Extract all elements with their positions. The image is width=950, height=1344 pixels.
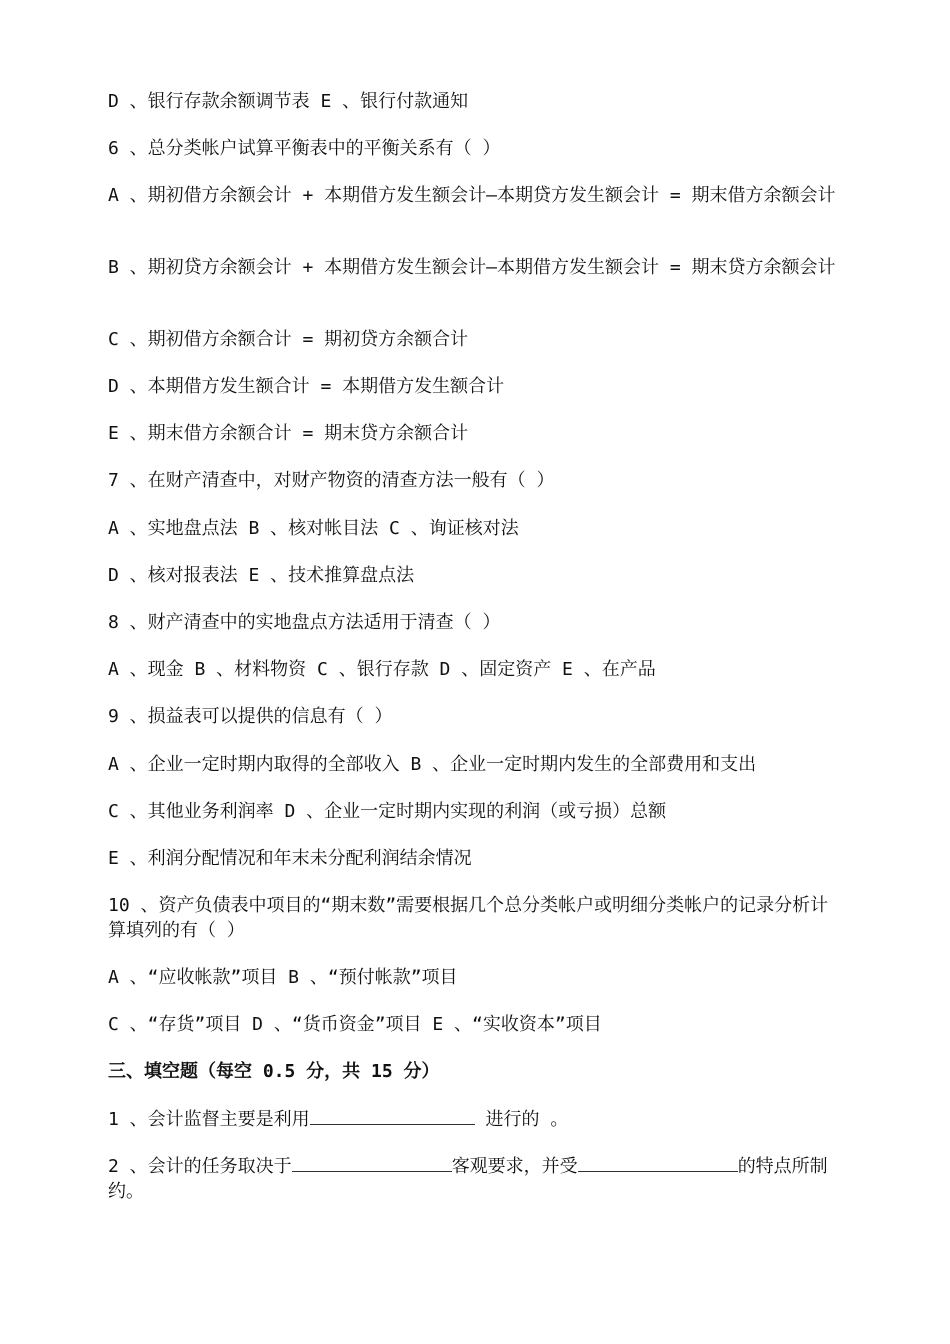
option-line: A 、“应收帐款”项目 B 、“预付帐款”项目 xyxy=(108,967,458,988)
option-line: E 、利润分配情况和年末未分配利润结余情况 xyxy=(108,848,472,869)
fill-text: 2 、会计的任务取决于 xyxy=(108,1156,292,1177)
option-line: C 、期初借方余额合计 = 期初贷方余额合计 xyxy=(108,329,469,350)
fill-text: 1 、会计监督主要是利用 xyxy=(108,1109,310,1130)
fill-text: 进行的 。 xyxy=(474,1109,569,1130)
option-line: D 、核对报表法 E 、技术推算盘点法 xyxy=(108,565,415,586)
option-line: A 、实地盘点法 B 、核对帐目法 C 、询证核对法 xyxy=(108,518,519,539)
option-line: C 、“存货”项目 D 、“货币资金”项目 E 、“实收资本”项目 xyxy=(108,1014,602,1035)
answer-blank[interactable] xyxy=(310,1108,475,1125)
fill-question-2 xyxy=(108,1154,843,1204)
option-line: A 、期初借方余额会计 + 本期借方发生额会计—本期贷方发生额会计 = 期末借方余额会计 xyxy=(108,185,836,206)
option-line: B 、期初贷方余额会计 + 本期借方发生额会计—本期借方发生额会计 = 期末贷方余额会计 xyxy=(108,257,836,278)
section-heading: 三、填空题（每空 0.5 分，共 15 分） xyxy=(108,1061,440,1082)
option-line: D 、银行存款余额调节表 E 、银行付款通知 xyxy=(108,91,469,112)
option-line: A 、企业一定时期内取得的全部收入 B 、企业一定时期内发生的全部费用和支出 xyxy=(108,754,757,775)
fill-text: 的特点所制约。 xyxy=(108,1156,828,1202)
option-line: E 、期末借方余额合计 = 期末贷方余额合计 xyxy=(108,423,469,444)
option-line: C 、其他业务利润率 D 、企业一定时期内实现的利润（或亏损）总额 xyxy=(108,801,667,822)
option-line: D 、本期借方发生额合计 = 本期借方发生额合计 xyxy=(108,376,505,397)
question-line: 6 、总分类帐户试算平衡表中的平衡关系有（ ） xyxy=(108,138,501,159)
question-line: 9 、损益表可以提供的信息有（ ） xyxy=(108,706,393,727)
question-line: 10 、资产负债表中项目的“期末数”需要根据几个总分类帐户或明细分类帐户的记录分析计算填列的有（ ） xyxy=(108,895,829,941)
fill-text: 客观要求，并受 xyxy=(451,1156,578,1177)
answer-blank[interactable] xyxy=(578,1155,738,1172)
question-line: 8 、财产清查中的实地盘点方法适用于清查（ ） xyxy=(108,612,501,633)
answer-blank[interactable] xyxy=(292,1155,452,1172)
option-line: A 、现金 B 、材料物资 C 、银行存款 D 、固定资产 E 、在产品 xyxy=(108,659,656,680)
fill-question-1 xyxy=(108,1107,843,1132)
question-line: 7 、在财产清查中，对财产物资的清查方法一般有（ ） xyxy=(108,470,555,491)
